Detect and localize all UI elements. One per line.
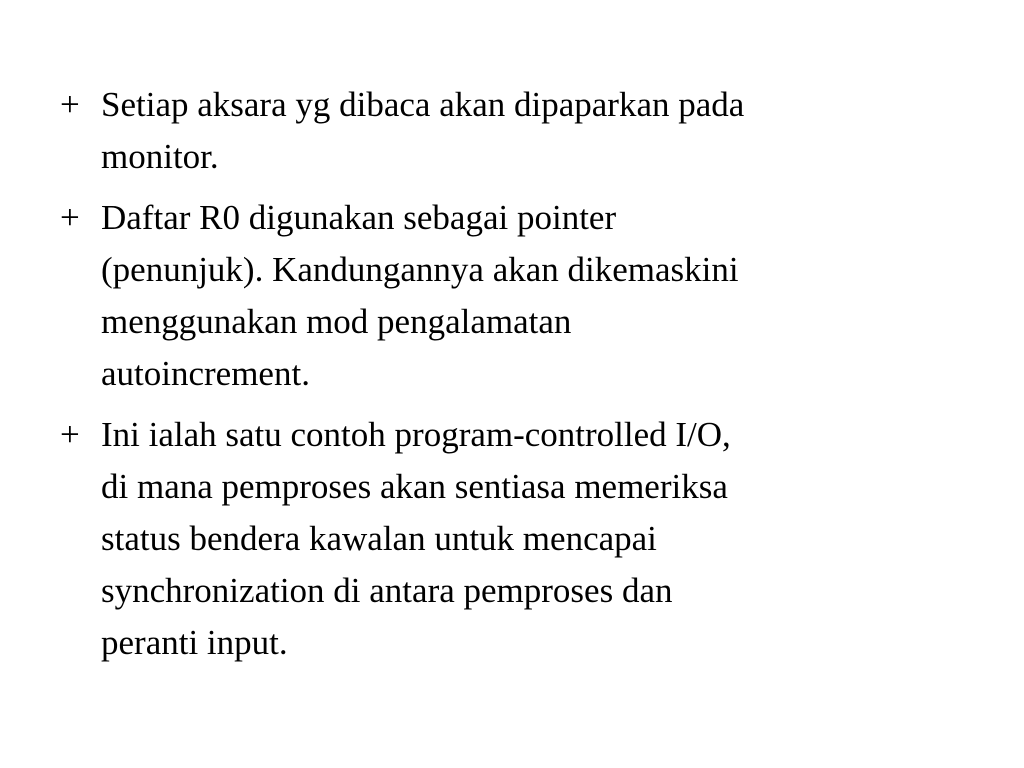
bullet-text-line: peranti input. — [101, 623, 288, 662]
plus-bullet-icon: + — [60, 198, 80, 237]
bullet-text-line: di mana pemproses akan sentiasa memeriksa — [101, 467, 728, 506]
plus-bullet-icon: + — [60, 85, 80, 124]
bullet-text-line: (penunjuk). Kandungannya akan dikemaskini — [101, 250, 739, 289]
bullet-text-line: status bendera kawalan untuk mencapai — [101, 519, 657, 558]
bullet-text-line: Setiap aksara yg dibaca akan dipaparkan pada — [101, 85, 745, 124]
bullet-text — [101, 192, 960, 400]
bullet-text-line: Ini ialah satu contoh program-controlled I/O, — [101, 415, 731, 454]
bullet-text — [101, 409, 960, 669]
plus-bullet-icon: + — [60, 415, 80, 454]
bullet-item — [60, 192, 960, 400]
bullet-list — [60, 79, 960, 678]
bullet-text-line: monitor. — [101, 137, 219, 176]
bullet-text-line: synchronization di antara pemproses dan — [101, 571, 673, 610]
bullet-item — [60, 79, 960, 183]
bullet-text-line: autoincrement. — [101, 354, 310, 393]
bullet-text — [101, 79, 960, 183]
bullet-text-line: Daftar R0 digunakan sebagai pointer — [101, 198, 617, 237]
bullet-text-line: menggunakan mod pengalamatan — [101, 302, 572, 341]
bullet-item — [60, 409, 960, 669]
